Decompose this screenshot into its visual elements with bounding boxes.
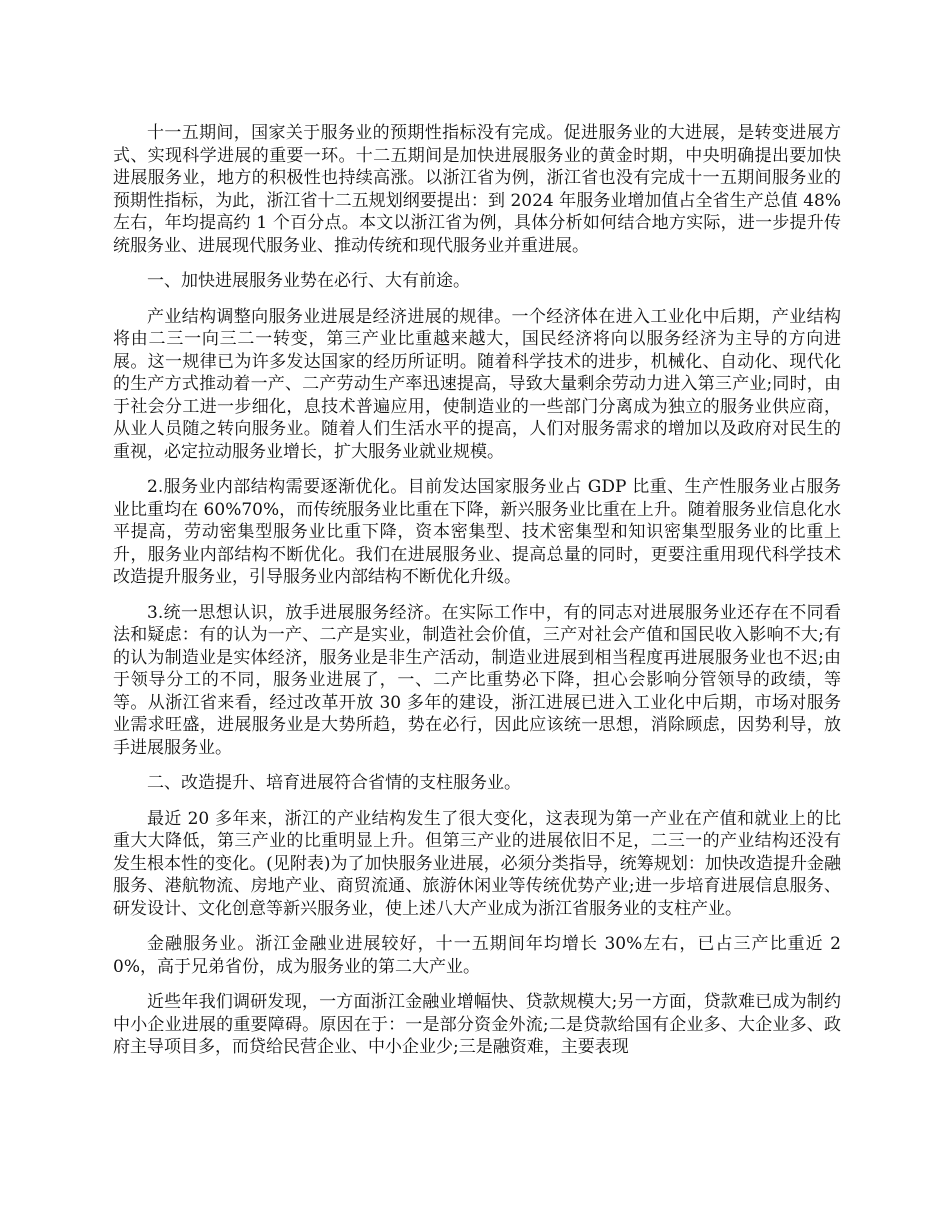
body-paragraph-research: 近些年我们调研发现，一方面浙江金融业增幅快、贷款规模大;另一方面，贷款难已成为制约中小企业进展的重要障碍。原因在于：一是部分资金外流;二是贷款给国有企业多、大企业多、政府主导项目多，而贷给民营企业、中小企业少;三是融资难，主要表现: [113, 992, 841, 1057]
body-paragraph-point-2: 2.服务业内部结构需要逐渐优化。目前发达国家服务业占 GDP 比重、生产性服务业占服务业比重均在 60%70%，而传统服务业比重在下降，新兴服务业比重在上升。随着服务业信息化水平提高，劳动密集型服务业比重下降，资本密集型、技术密集型和知识密集型服务业的比重上升，服务业内部结构不断优化。我们在进展服务业、提高总量的同时，更要注重用现代科学技术改造提升服务业，引导服务业内部结构不断优化升级。: [113, 477, 841, 587]
document-page: [113, 122, 841, 1072]
intro-paragraph: 十一五期间，国家关于服务业的预期性指标没有完成。促进服务业的大进展，是转变进展方式、实现科学进展的重要一环。十二五期间是加快进展服务业的黄金时期，中央明确提出要加快进展服务业，地方的积极性也持续高涨。以浙江省为例，浙江省也没有完成十一五期间服务业的预期性指标，为此，浙江省十二五规划纲要提出：到 2024 年服务业增加值占全省生产总值 48%左右，年均提高约 1 个百分点。本文以浙江省为例，具体分析如何结合地方实际，进一步提升传统服务业、进展现代服务业、推动传统和现代服务业并重进展。: [113, 123, 841, 256]
body-paragraph-finance: 金融服务业。浙江金融业进展较好，十一五期间年均增长 30%左右，已占三产比重近 20%，高于兄弟省份，成为服务业的第二大产业。: [113, 934, 841, 977]
body-paragraph-point-3: 3.统一思想认识，放手进展服务经济。在实际工作中，有的同志对进展服务业还存在不同看法和疑虑：有的认为一产、二产是实业，制造社会价值，三产对社会产值和国民收入影响不大;有的认为制造业是实体经济，服务业是非生产活动，制造业进展到相当程度再进展服务业也不迟;由于领导分工的不同，服务业进展了，一、二产比重势必下降，担心会影响分管领导的政绩，等等。从浙江省来看，经过改革开放 30 多年的建设，浙江进展已进入工业化中后期，市场对服务业需求旺盛，进展服务业是大势所趋，势在必行，因此应该统一思想，消除顾虑，因势利导，放手进展服务业。: [113, 602, 841, 758]
section-heading-2: 二、改造提升、培育进展符合省情的支柱服务业。: [147, 773, 521, 793]
body-paragraph-industry-structure: 产业结构调整向服务业进展是经济进展的规律。一个经济体在进入工业化中后期，产业结构将由二三一向三二一转变，第三产业比重越来越大，国民经济将向以服务经济为主导的方向进展。这一规律已为许多发达国家的经历所证明。随着科学技术的进步，机械化、自动化、现代化的生产方式推动着一产、二产劳动生产率迅速提高，导致大量剩余劳动力进入第三产业;同时，由于社会分工进一步细化，息技术普遍应用，使制造业的一些部门分离成为独立的服务业供应商，从业人员随之转向服务业。随着人们生活水平的提高，人们对服务需求的增加以及政府对民生的重视，必定拉动服务业增长，扩大服务业就业规模。: [113, 306, 841, 462]
section-heading-1: 一、加快进展服务业势在必行、大有前途。: [147, 271, 470, 291]
body-paragraph-zhejiang-structure: 最近 20 多年来，浙江的产业结构发生了很大变化，这表现为第一产业在产值和就业上的比重大大降低，第三产业的比重明显上升。但第三产业的进展依旧不足，二三一的产业结构还没有发生根本性的变化。(见附表)为了加快服务业进展，必须分类指导，统筹规划：加快改造提升金融服务、港航物流、房地产业、商贸流通、旅游休闲业等传统优势产业;进一步培育进展信息服务、研发设计、文化创意等新兴服务业，使上述八大产业成为浙江省服务业的支柱产业。: [113, 808, 841, 919]
